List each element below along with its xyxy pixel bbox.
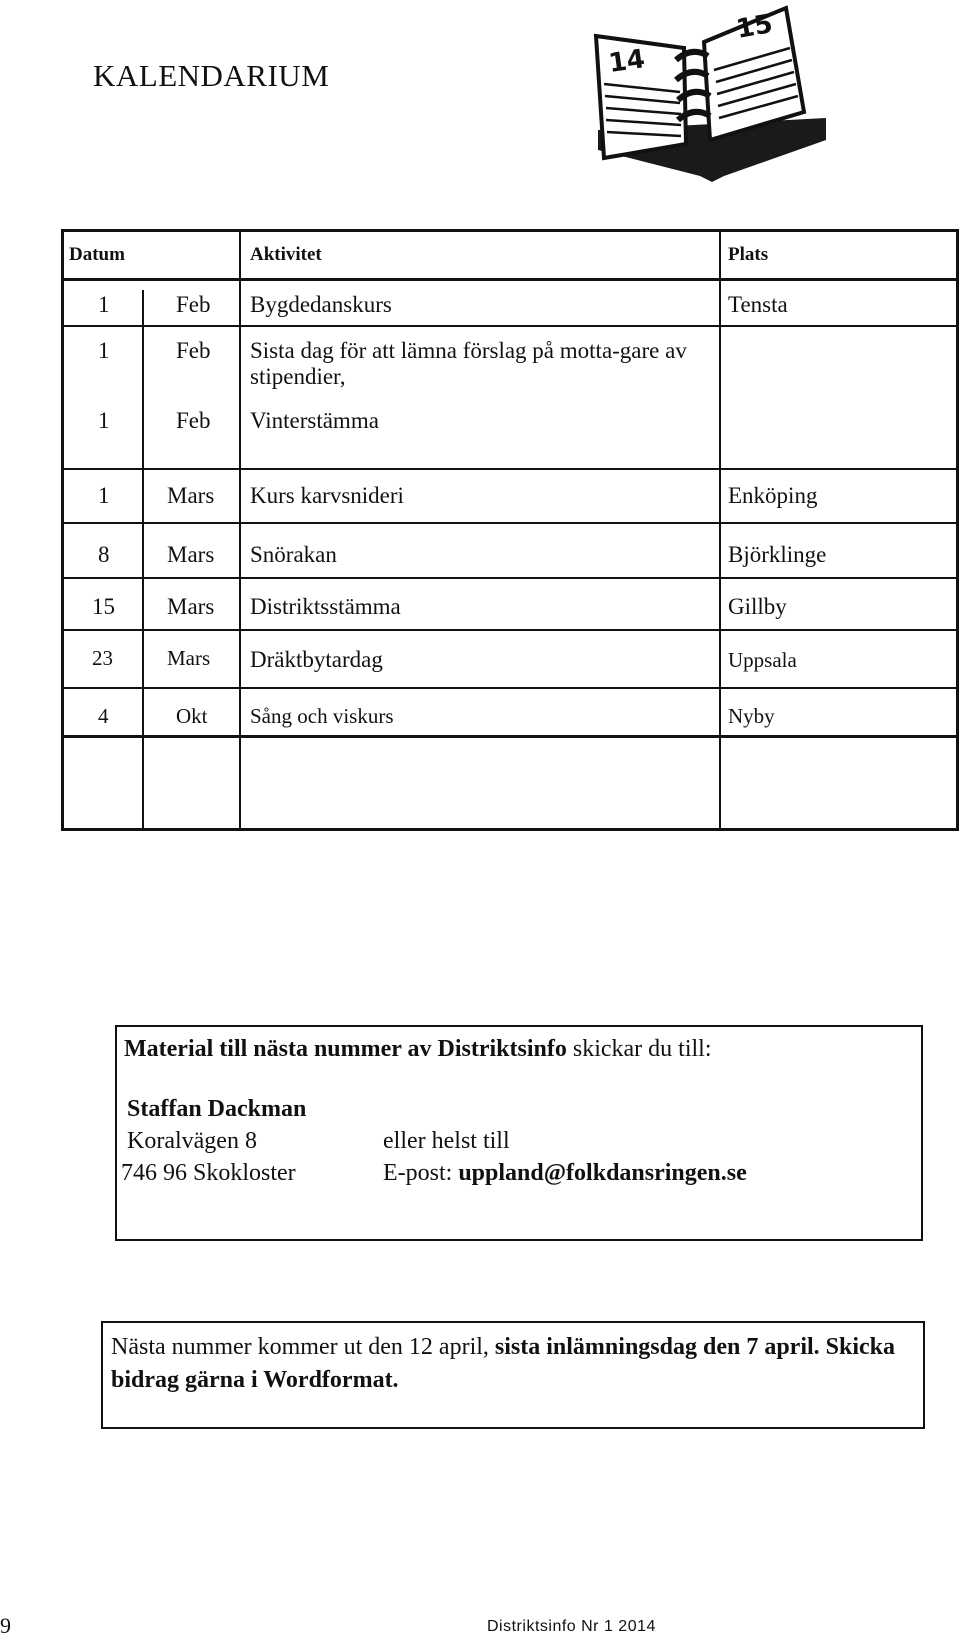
material-lead-bold: Material till nästa nummer av Distriktsinfo: [124, 1036, 567, 1062]
notice-deadline: sista inlämningsdag den 7 april. Skicka bidrag gärna i Wordformat.: [111, 1334, 896, 1393]
email-label: E-post:: [383, 1160, 459, 1186]
row-divider: [64, 325, 956, 327]
diary-page-right-number: 15: [734, 9, 775, 45]
row-divider: [64, 468, 956, 470]
email-line: [383, 1160, 747, 1187]
row-divider: [64, 522, 956, 524]
row-month: Feb: [176, 338, 211, 363]
row-place: Tensta: [728, 292, 788, 317]
header-activity: Aktivitet: [250, 244, 322, 265]
contact-postal: 746 96 Skokloster: [121, 1160, 296, 1186]
email-address[interactable]: uppland@folkdansringen.se: [458, 1160, 747, 1186]
email-alternative: eller helst till: [383, 1128, 510, 1154]
diary-page-left-number: 14: [606, 44, 647, 79]
material-lead-rest: skickar du till:: [566, 1036, 712, 1062]
column-divider: [239, 232, 241, 828]
row-divider: [64, 577, 956, 579]
page-number: 9: [0, 1613, 11, 1638]
issue-label: Distriktsinfo Nr 1 2014: [487, 1618, 656, 1635]
row-activity: Sista dag för att lämna förslag på motta-gare av stipendier,: [250, 338, 687, 389]
row-activity: Kurs karvsnideri: [250, 483, 404, 508]
material-lead: [124, 1036, 712, 1063]
row-activity: Dräktbytardag: [250, 647, 383, 672]
open-diary-icon: [590, 0, 835, 182]
contact-name: Staffan Dackman: [127, 1096, 307, 1122]
header-place: Plats: [728, 244, 769, 265]
contact-street: Koralvägen 8: [127, 1128, 257, 1154]
row-day: 23: [92, 646, 113, 670]
row-day: 15: [92, 594, 115, 619]
row-divider: [64, 629, 956, 631]
row-divider: [64, 278, 956, 281]
row-place: Enköping: [728, 483, 818, 508]
row-day: 1: [98, 338, 110, 363]
row-day: 4: [98, 704, 109, 728]
row-place: Björklinge: [728, 542, 827, 567]
row-activity: Sång och viskurs: [250, 704, 394, 728]
row-activity: Vinterstämma: [250, 408, 379, 433]
row-activity: Bygdedanskurs: [250, 292, 392, 317]
row-month: Mars: [167, 646, 211, 670]
row-day: 1: [98, 408, 110, 433]
row-place: Nyby: [728, 704, 775, 728]
row-month: Mars: [167, 483, 215, 508]
notice-box: [101, 1321, 925, 1429]
notice-text: Nästa nummer kommer ut den 12 april,: [111, 1334, 495, 1360]
row-day: 8: [98, 542, 110, 567]
column-divider: [719, 232, 721, 828]
header-date: Datum: [69, 244, 125, 265]
row-month: Feb: [176, 292, 211, 317]
row-place: Gillby: [728, 594, 787, 619]
row-activity: Distriktsstämma: [250, 594, 401, 619]
row-month: Okt: [176, 704, 208, 728]
row-divider: [64, 687, 956, 689]
material-box: [115, 1025, 923, 1241]
column-divider: [142, 290, 144, 828]
schedule-table: [61, 229, 959, 831]
row-activity: Snörakan: [250, 542, 337, 567]
row-divider: [64, 735, 956, 738]
row-month: Mars: [167, 594, 215, 619]
page-title: KALENDARIUM: [93, 58, 330, 93]
row-month: Mars: [167, 542, 215, 567]
row-day: 1: [98, 483, 110, 508]
row-day: 1: [98, 292, 110, 317]
row-month: Feb: [176, 408, 211, 433]
row-place: Uppsala: [728, 648, 797, 672]
